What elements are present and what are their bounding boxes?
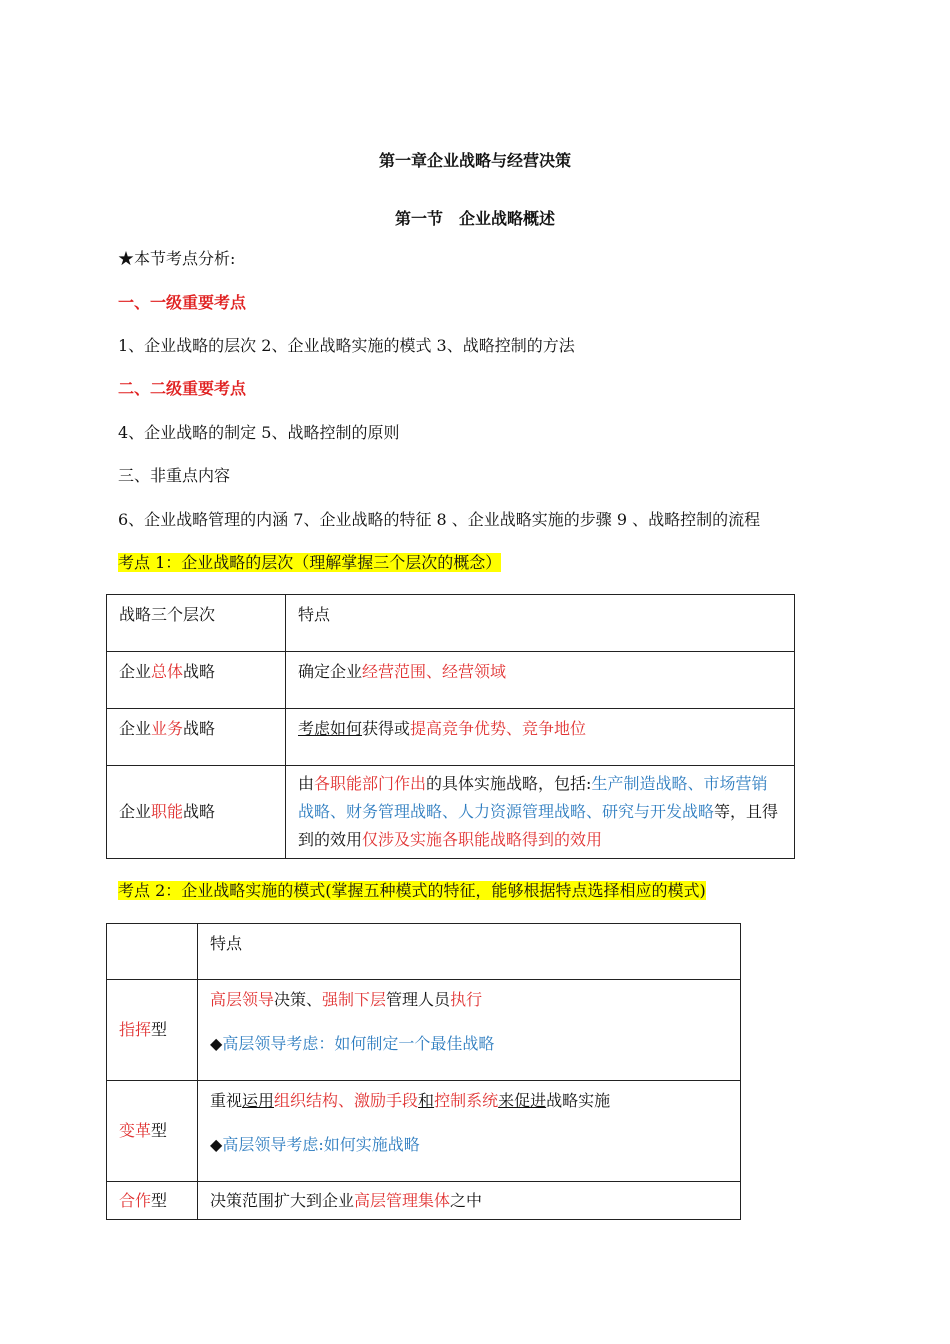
row-label-command: 指挥型 [107,980,198,1081]
point2-heading [118,880,706,902]
row-feature-change: 重视运用组织结构、激励手段和控制系统来促进战略实施 ◆高层领导考虑:如何实施战略 [198,1081,741,1182]
header-cell-empty [107,924,198,980]
strategy-levels-table [106,594,795,859]
table-row [107,1182,741,1220]
row-label-functional: 企业职能战略 [107,766,286,859]
row-feature-cooperation: 决策范围扩大到企业高层管理集体之中 [198,1182,741,1220]
point1-heading-text: 考点 1：企业战略的层次（理解掌握三个层次的概念） [118,553,502,572]
header-cell-features: 特点 [198,924,741,980]
row-feature-functional: 由各职能部门作出的具体实施战略，包括:生产制造战略、市场营销战略、财务管理战略、人力资源管理战略、研究与开发战略等，且得到的效用仅涉及实施各职能战略得到的效用 [286,766,795,859]
row-feature-business: 考虑如何获得或提高竞争优势、竞争地位 [286,709,795,766]
table-row [107,924,741,980]
table-row [107,766,795,859]
table-row [107,980,741,1081]
level1-heading: 一、一级重要考点 [118,293,247,312]
table-row [107,1081,741,1182]
table-row [107,652,795,709]
point1-heading [118,552,501,574]
table-row [107,709,795,766]
implementation-modes-table [106,923,741,1220]
analysis-label: ★本节考点分析: [118,249,236,268]
level2-items: 4、企业战略的制定 5、战略控制的原则 [118,423,400,442]
row-label-cooperation: 合作型 [107,1182,198,1220]
level3-heading: 三、非重点内容 [118,466,231,485]
level1-items: 1、企业战略的层次 2、企业战略实施的模式 3、战略控制的方法 [118,336,575,355]
level3-items: 6、企业战略管理的内涵 7、企业战略的特征 8 、企业战略实施的步骤 9 、战略控制的流程 [118,510,761,529]
level2-heading: 二、二级重要考点 [118,379,247,398]
row-label-change: 变革型 [107,1081,198,1182]
section-title: 第一节 企业战略概述 [394,209,555,228]
header-cell-levels: 战略三个层次 [107,595,286,652]
table-row [107,595,795,652]
row-label-business: 企业业务战略 [107,709,286,766]
header-cell-features: 特点 [286,595,795,652]
row-feature-command: 高层领导决策、强制下层管理人员执行 ◆高层领导考虑：如何制定一个最佳战略 [198,980,741,1081]
row-label-overall: 企业总体战略 [107,652,286,709]
point2-heading-text: 考点 2：企业战略实施的模式(掌握五种模式的特征，能够根据特点选择相应的模式) [118,881,706,900]
chapter-title: 第一章企业战略与经营决策 [378,151,571,170]
row-feature-overall: 确定企业经营范围、经营领域 [286,652,795,709]
